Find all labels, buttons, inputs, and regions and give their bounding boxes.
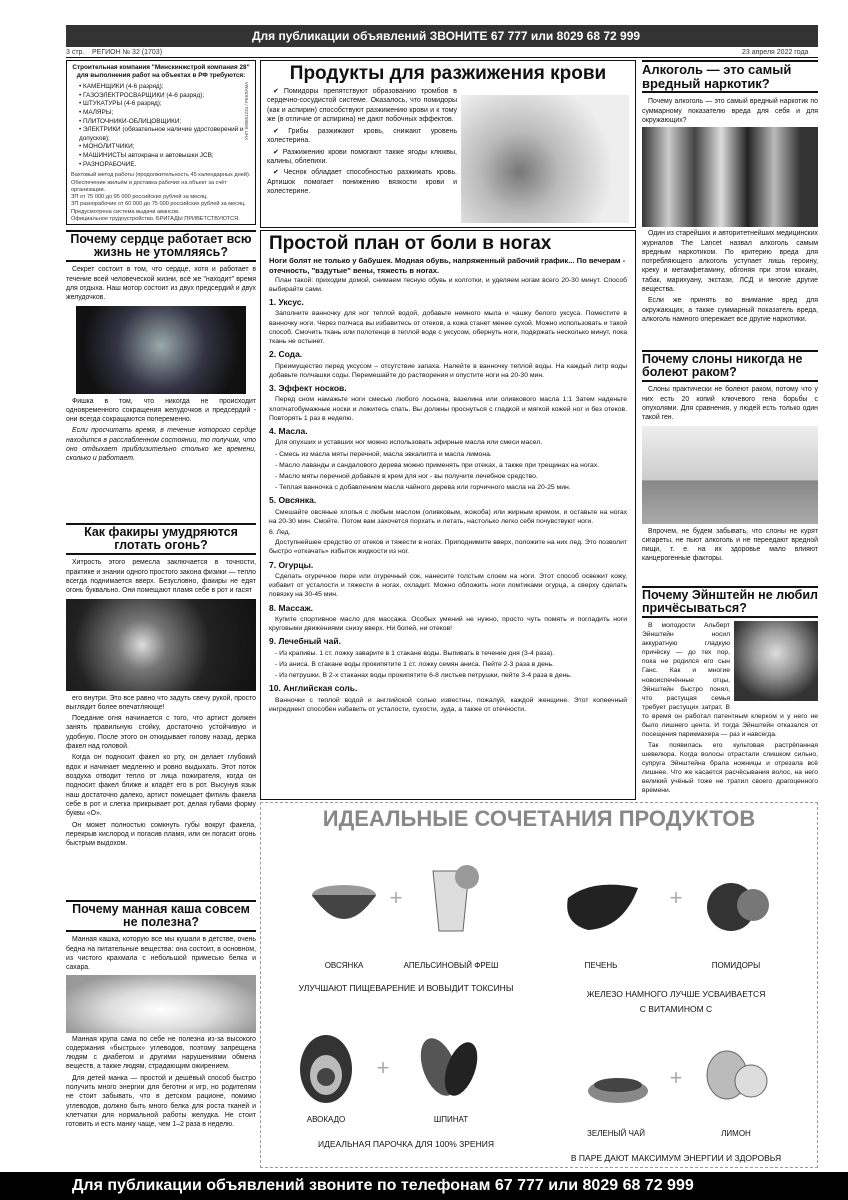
tomato-photo bbox=[461, 95, 629, 223]
blood-para: ✔ Разжижению крови помогают также ягоды клюквы, калины, облепихи. bbox=[267, 148, 457, 165]
oatmeal-bowl-icon bbox=[309, 873, 379, 933]
einstein-article bbox=[642, 586, 818, 798]
legs-step-title: 9. Лечебный чай. bbox=[269, 636, 341, 647]
bottles-photo bbox=[642, 127, 818, 227]
manna-para: Манная кашка, которую все мы кушали в детстве, очень бедна на питательные вещества: она состоит, в основном, из чистого крахмала с небольшой примесью белка и сахара. bbox=[66, 936, 256, 972]
combo-caption: В ПАРЕ ДАЮТ МАКСИМУМ ЭНЕРГИИ И ЗДОРОВЬЯ bbox=[570, 1153, 782, 1163]
blood-para: ✔ Чеснок обладает способностью разжижать кровь. Артишок помогает понижению вязкости крови и холестерине. bbox=[267, 169, 457, 196]
combo-label-oatmeal: ОВСЯНКА bbox=[324, 961, 364, 970]
combo-caption: УЛУЧШАЮТ ПИЩЕВАРЕНИЕ И ВОВЫДИТ ТОКСИНЫ bbox=[298, 983, 514, 993]
plus-icon: + bbox=[669, 885, 683, 910]
einstein-title: Почему Эйнштейн не любил причёсываться? bbox=[642, 586, 818, 618]
alcohol-title: Алкоголь — это самый вредный наркотик? bbox=[642, 60, 818, 93]
blood-para: ✔ Грибы разжижают кровь, снижают уровень холестерина. bbox=[267, 127, 457, 145]
elephant-photo bbox=[642, 426, 818, 524]
elephant-title: Почему слоны никогда не болеют раком? bbox=[642, 350, 818, 382]
jobs-item: • МАЛЯРЫ; bbox=[79, 108, 114, 116]
porridge-photo bbox=[66, 975, 256, 1033]
einstein-photo bbox=[734, 621, 818, 701]
combos-infographic bbox=[260, 802, 818, 1168]
jobs-intro: Строительная компания "Минскинжстрой компания 28" для выполнения работ на объектах в РФ требуются: bbox=[72, 64, 250, 79]
issue-number: РЕГИОН № 32 (1703) bbox=[92, 49, 163, 56]
alcohol-para: Если же принять во внимание вред для окружающих, а также суммарный показатель вреда, алкоголь намного опережает все другие наркотики. bbox=[642, 297, 818, 324]
fakir-para: Он может полностью сомкнуть губы вокруг факела, перекрыв кислород и погасив пламя, или он погасит огонь быстрым выдохом. bbox=[66, 821, 256, 848]
legs-step-text: Сделать огуречное пюре или огуречный сок, нанесите толстым слоем на ноги. Этот способ освежит кожу, избавит от усталости и тяжести в ногах, охладит. Можно обложить ноги ломтиками огурца, а сверху сделать повязку на 30-45 мин. bbox=[269, 573, 627, 599]
einstein-para: В молодости Альберт Эйнштейн носил аккуратную гладкую причёску — до тех пор, пока не родился его сын Ганс. Как и многие новоиспечённые отцы, Эйнштейн быстро понял, что растущая семья требует растущих затрат. В то время он работал патентным клерком и у него не было лишнего цента. И тогда Эйнштейн отказался от посещения парикмахера — раз и навсегда. bbox=[642, 622, 818, 738]
heart-para: Секрет состоит в том, что сердце, хотя и работает в течение всей человеческой жизни, всё же "находит" время для отдыха. Наш мотор состоит из двух предсердий и двух желудочков. bbox=[66, 266, 256, 302]
combo-label-lemon: ЛИМОН bbox=[721, 1129, 751, 1138]
legs-article bbox=[260, 230, 636, 800]
page-number: 3 стр. bbox=[66, 49, 85, 56]
legs-lead: Ноги болят не только у бабушек. Модная обувь, напряженный рабочий график... По вечерам - отечность, "вздутые" вены, тяжесть в ногах. bbox=[269, 255, 626, 275]
legs-step-text: Доступнейшее средство от отеков и тяжести в ногах. Приподнимите вверх, положите на них лед. Это позволит быстро «откачать» избыток жидкости из ног. bbox=[269, 539, 627, 556]
combo-label-avocado: АВОКАДО bbox=[306, 1115, 346, 1124]
tomatoes-icon bbox=[701, 873, 771, 933]
combo-label-tomatoes: ПОМИДОРЫ bbox=[711, 961, 761, 970]
legs-title: Простой план от боли в ногах bbox=[269, 233, 552, 254]
manna-para: Манная крупа сама по себе не полезна из-за высокого содержания «быстрых» углеводов, поэтому запрещена людям с диабетом и другими нарушениями обмена веществ, а также людям, страдающим ожирением. bbox=[66, 1035, 256, 1071]
jobs-item: • КАМЕНЩИКИ (4-6 разряд); bbox=[79, 83, 164, 90]
orange-juice-icon bbox=[421, 863, 481, 933]
einstein-para: Так появилась его культовая растрёпанная шевелюра. Когда волосы отрастали слишком сильно, супруга Эйнштейна брала ножницы и отрезала всё лишнее. Что же касается расчёсывания волос, на него великий учёный тоже не тратил своего драгоценного времени. bbox=[642, 741, 818, 795]
legs-step-title: 3. Эффект носков. bbox=[269, 382, 347, 393]
combo-caption: С ВИТАМИНОМ С bbox=[639, 1004, 713, 1014]
legs-step-title: 8. Массаж. bbox=[269, 602, 314, 613]
legs-step-title: 2. Сода. bbox=[269, 349, 303, 360]
combos-title: ИДЕАЛЬНЫЕ СОЧЕТАНИЯ ПРОДУКТОВ bbox=[322, 806, 756, 831]
legs-step-title: 4. Масла. bbox=[269, 425, 308, 436]
issue-date: 23 апреля 2022 года bbox=[742, 49, 809, 56]
legs-step-text: - Смесь из масла мяты перечной, масла эвкалипта и масла лимона. bbox=[275, 450, 492, 458]
jobs-term: Предусмотрена система выдачи авансов. bbox=[71, 208, 180, 215]
legs-step-title: 6. Лед. bbox=[269, 529, 291, 537]
heart-para: Фишка в том, что никогда не происходит одновременного сокращения желудочков и предсердий - они всегда сокращаются попеременно. bbox=[66, 397, 256, 424]
combo-caption: ЖЕЛЕЗО НАМНОГО ЛУЧШЕ УСВАИВАЕТСЯ bbox=[586, 989, 766, 999]
jobs-item: • РАЗНОРАБОЧИЕ. bbox=[79, 160, 137, 168]
combo-label-spinach: ШПИНАТ bbox=[433, 1115, 469, 1124]
avocado-icon bbox=[291, 1031, 361, 1105]
combo-label-orange-juice: АПЕЛЬСИНОВЫЙ ФРЕШ bbox=[403, 961, 499, 970]
legs-step-text: - Из крапивы. 1 ст. ложку заварите в 1 стакане воды. Выпивать в течение дня (3-4 раза). bbox=[275, 649, 555, 657]
top-banner-text: Для публикации объявлений ЗВОНИТЕ 67 777 или 8029 68 72 999 bbox=[252, 29, 641, 43]
fakir-title: Как факиры умудряются глотать огонь? bbox=[66, 523, 256, 555]
plus-icon: + bbox=[376, 1055, 390, 1080]
legs-step-text: Заполните ванночку для ног теплой водой, добавьте немного мыла и чашку белого уксуса. Поместите в ванночку ноги. Через полчаса вы избавитесь от отеков, а кожа станет менее сухой. Можно использовать и такой способ. Смочить ткань или полотенце в теплой воде с уксусом, обернуть ноги, подержать несколько минут, пока ткань не остынет. bbox=[269, 310, 627, 345]
heart-title: Почему сердце работает всю жизнь не утомляясь? bbox=[66, 230, 256, 262]
jobs-item: • ПЛИТОЧНИКИ-ОБЛИЦОВЩИКИ; bbox=[79, 117, 182, 125]
manna-title: Почему манная каша совсем не полезна? bbox=[66, 900, 256, 932]
fakir-para: Поедание огня начинается с того, что артист должен занять правильную стойку, достаточно устойчивую и удобную. После этого он откидывает голову назад, держа факел над головой. bbox=[66, 715, 256, 751]
jobs-item: • ГАЗОЭЛЕКТРОСВАРЩИКИ (4-6 разряд); bbox=[79, 91, 205, 99]
jobs-unp: УНП 690651234 / РЕКЛАМА bbox=[244, 81, 249, 140]
legs-step-text: Купите спортивное масло для массажа. Особых умений не нужно, просто чуть помять и погладить ноги круговыми движениями снизу вверх. Ни болей, ни отеков! bbox=[269, 616, 627, 633]
header-rule bbox=[66, 57, 818, 58]
fakir-para: Когда он подносит факел ко рту, он делает глубокий вдох и начинает медленно и ровно выдыхать. Этот поток воздуха отводит тепло от лица пожирателя, когда он подносит факел ближе и кладёт его в рот. Высунув язык наш достаточно далеко, артист помещает фитиль факела себе в рот и слегка прикрывает рот, делая губами форму буквы «О». bbox=[66, 754, 256, 818]
heart-article bbox=[66, 230, 256, 520]
legs-step-title: 5. Овсянка. bbox=[269, 495, 317, 506]
legs-step-text: Преимущество перед уксусом – отсутствие запаха. Налейте в ванночку теплой воды. На каждый литр воды добавьте полчашки соды. Перемешайте до растворения и опустите ноги на 20-30 мин. bbox=[269, 362, 627, 379]
bottom-banner-text: Для публикации объявлений звоните по телефонам 67 777 или 8029 68 72 999 bbox=[72, 1177, 694, 1194]
legs-step-text: Ванночки с теплой водой и английской солью известны, пожалуй, каждой женщине. Этот копеечный ингредиент способен избавить от усталости, сухости, зуда, а также от отечности. bbox=[269, 696, 627, 714]
plus-icon: + bbox=[389, 885, 403, 910]
legs-step-title: 1. Уксус. bbox=[269, 297, 304, 307]
fakir-para: его внутри. Это все равно что задуть свечу рукой, просто выглядит более впечатляюще! bbox=[66, 694, 256, 711]
legs-step-text: - Масло лаванды и сандалового дерева можно применять при отеках, а также при трещинах на ногах. bbox=[275, 461, 600, 469]
manna-para: Для детей манка — простой и дешёвый способ быстро получить много энергии для беготни и игр, но родителям не стоит забывать, что в детском рационе, помимо углеводов, должно быть много белка для роста тканей и клетчатки для нормальной работы желудка. Не стоит готовить и есть манку чаще, чем 1–2 раза в неделю. bbox=[66, 1074, 256, 1129]
legs-step-text: - Из аниса. В стакане воды прокипятите 1 ст. ложку семян аниса. Пейте 2-3 раза в день. bbox=[275, 661, 555, 669]
combo-label-green-tea: ЗЕЛЕНЫЙ ЧАЙ bbox=[586, 1129, 645, 1138]
legs-step-text: - Из петрушки. В 2-х стаканах воды прокипятите 6-8 листьев петрушки, пейте 3-4 раза в день. bbox=[275, 672, 572, 680]
jobs-item: • МОНОЛИТЧИКИ; bbox=[79, 143, 135, 151]
jobs-item: • МАШИНИСТЫ автокрана и автовышки JCB; bbox=[79, 152, 214, 160]
elephant-para: Слоны практически не болеют раком, потому что у них есть 20 копий ключевого гена борьбы с опухолями. Для сравнения, у людей есть только один такой ген. bbox=[642, 386, 818, 422]
fakir-article bbox=[66, 523, 256, 898]
jobs-item: • ЭЛЕКТРИКИ (обязательное наличие удостоверений и допусков); bbox=[79, 126, 244, 142]
legs-step-text: Для опухших и уставших ног можно использовать эфирные масла или смеси масел. bbox=[275, 439, 543, 447]
blood-para: ✔ Помидоры препятствуют образованию тромбов в сердечно-сосудистой системе. Оказалось, что помидоры (как и аспирин) способствуют разжижению крови и к тому же (в отличие от аспирина) не дают побочных эффектов. bbox=[267, 87, 457, 124]
combo-label-liver: ПЕЧЕНЬ bbox=[584, 961, 618, 970]
jobs-term: ЗП от 75 000 до 95 000 российских рублей за месяц. bbox=[71, 194, 208, 201]
jobs-term: Официальное трудоустройство. БРИГАДЫ ПРИВЕТСТВУЮТСЯ. bbox=[71, 216, 240, 222]
liver-icon bbox=[563, 878, 643, 933]
jobs-term: Обеспечение жильём и доставка рабочих на объект за счёт организации. bbox=[71, 179, 227, 193]
blood-title: Продукты для разжижения крови bbox=[289, 63, 607, 84]
green-tea-icon bbox=[583, 1065, 653, 1105]
plus-icon: + bbox=[669, 1065, 683, 1090]
alcohol-article bbox=[642, 60, 818, 346]
legs-step-text: Перед сном намажьте ноги смесью любого лосьона, вазелина или оливкового масла 1:1 Затем наденьте хлопчатобумажные носки и ложитесь спать. Вы должны проснуться с гладкой и мягкой кожей ног и без отеков. Повторять 1 раз в неделю. bbox=[269, 396, 627, 422]
legs-step-title: 7. Огурцы. bbox=[269, 559, 314, 570]
jobs-term: Вахтовый метод работы (продолжительность 45 календарных дней). bbox=[71, 172, 251, 179]
manna-article bbox=[66, 900, 256, 1168]
combo-caption: ИДЕАЛЬНАЯ ПАРОЧКА ДЛЯ 100% ЗРЕНИЯ bbox=[318, 1139, 494, 1149]
elephant-para: Впрочем, не будем забывать, что слоны не курят сигареты, не пьют алкоголь и не переедают вредной пищи, т. е. на их здоровье мало влияют канцерогенные факторы. bbox=[642, 527, 818, 563]
alcohol-para: Почему алкоголь — это самый вредный наркотик по суммарному показателю вреда для себя и для окружающих? bbox=[642, 98, 818, 124]
heart-xray-photo bbox=[76, 306, 246, 394]
fakir-para: Хитрость этого ремесла заключается в точности, практике и знании одного простого закона физики — тепло всегда поднимается вверх. Безусловно, факиры не едят огонь буквально. Они помещают пламя себе в рот и гасят bbox=[66, 559, 256, 595]
spinach-icon bbox=[409, 1031, 489, 1105]
lemon-icon bbox=[701, 1043, 771, 1103]
legs-step-title: 10. Английская соль. bbox=[269, 683, 358, 694]
legs-step-text: - Теплая ванночка с добавлением масла чайного дерева или горчичного масла на 20-25 мин. bbox=[275, 484, 571, 492]
jobs-term: ЗП разнорабочие от 60 000 до 75 000 российских рублей за месяц. bbox=[71, 201, 246, 208]
legs-step-text: - Масло мяты перечной добавьте в крем для ног - вы получите лечебное средство. bbox=[275, 472, 538, 480]
legs-intro: План такой: приходим домой, снимаем тесную обувь и колготки, и уделяем ногам всего 20-30 минут. Способ выбирайте сами. bbox=[269, 276, 627, 293]
elephant-article bbox=[642, 350, 818, 582]
heart-para: Если просчитать время, в течение которого сердце находится в расслабленном состоянии, то получим, что оно отдыхает приблизительно столько же времени, сколько и работает. bbox=[66, 427, 256, 463]
jobs-item: • ШТУКАТУРЫ (4-6 разряд); bbox=[79, 100, 162, 108]
legs-step-text: Смешайте овсяные хлопья с любым маслом (оливковым, жожоба) или жирным кремом, и оставьте на ногах на 20-30 мин. Смойте. Потом вам захочется порхать и летать, настолько легко себя почувствуют ноги. bbox=[269, 508, 627, 525]
blood-article bbox=[260, 60, 636, 228]
jobs-ad bbox=[66, 60, 256, 225]
fire-eater-photo bbox=[66, 599, 256, 691]
alcohol-para: Один из старейших и авторитетнейших медицинских журналов The Lancet назвал алкоголь самым вредным наркотиком. По критерию вреда для потребляющего алкоголь уступает лишь героину, креку и метамфетамину, обгоняя при этом кокаин, табак, марихуану, экстази, ЛСД и многие другие вещества. bbox=[642, 230, 818, 294]
